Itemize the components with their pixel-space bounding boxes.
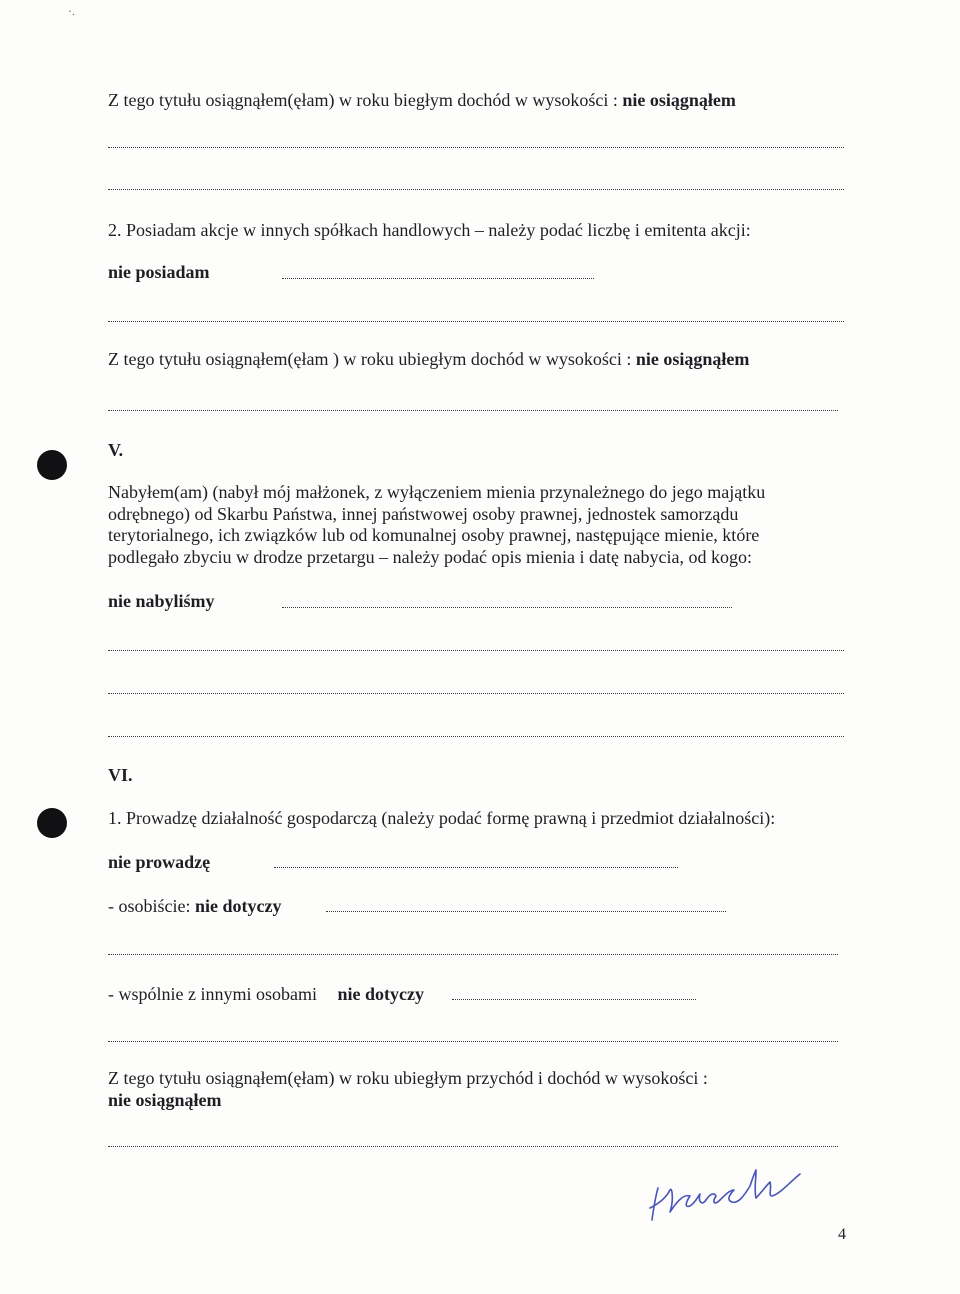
dotted-line	[108, 410, 838, 411]
section-v-answer: nie nabyliśmy	[108, 591, 215, 611]
joint-label: - wspólnie z innymi osobami	[108, 984, 317, 1004]
income-label: Z tego tytułu osiągnąłem(ęłam) w roku ubiegłym przychód i dochód w wysokości :	[108, 1068, 708, 1088]
page-number: 4	[838, 1226, 846, 1243]
dotted-line	[282, 607, 732, 608]
dotted-line	[274, 867, 678, 868]
income-label: Z tego tytułu osiągnąłem(ęłam) w roku biegłym dochód w wysokości :	[108, 90, 618, 110]
income-value: nie osiągnąłem	[108, 1089, 222, 1110]
text-line: odrębnego) od Skarbu Państwa, innej państwowej osoby prawnej, jednostek samorządu	[108, 503, 739, 524]
personal-label: - osobiście:	[108, 896, 191, 916]
item-2-answer: nie posiadam	[108, 262, 210, 282]
item-2-income-line	[108, 349, 749, 370]
dotted-line	[108, 1041, 838, 1042]
dotted-line	[108, 189, 844, 190]
dotted-line	[108, 736, 844, 737]
section-vi-numeral: VI.	[108, 765, 133, 785]
section-iv-income-line	[108, 90, 736, 111]
income-value: nie osiągnąłem	[635, 349, 750, 369]
dotted-line	[282, 278, 594, 279]
punch-hole-top	[37, 450, 67, 480]
personal-value: nie dotyczy	[195, 896, 282, 916]
dotted-line	[108, 147, 844, 148]
dotted-line	[108, 1146, 838, 1147]
item-2-heading: 2. Posiadam akcje w innych spółkach handlowych – należy podać liczbę i emitenta akcji:	[108, 220, 751, 240]
section-v-text	[108, 482, 765, 568]
personal-line	[108, 896, 281, 917]
dotted-line	[452, 999, 696, 1000]
text-line: podlegało zbyciu w drodze przetargu – należy podać opis mienia i datę nabycia, od kogo:	[108, 546, 752, 567]
corner-mark: ·.	[68, 4, 75, 18]
section-vi-answer: nie prowadzę	[108, 852, 211, 872]
income-label: Z tego tytułu osiągnąłem(ęłam ) w roku ubiegłym dochód w wysokości :	[108, 349, 632, 369]
section-v-numeral: V.	[108, 440, 124, 460]
dotted-line	[108, 650, 844, 651]
joint-value: nie dotyczy	[337, 984, 424, 1004]
dotted-line	[326, 911, 726, 912]
income-value: nie osiągnąłem	[622, 90, 736, 110]
dotted-line	[108, 321, 844, 322]
text-line: Nabyłem(am) (nabył mój małżonek, z wyłączeniem mienia przynależnego do jego majątku	[108, 482, 766, 502]
text-line: terytorialnego, ich związków lub od komunalnej osoby prawnej, następujące mienie, które	[108, 525, 760, 545]
section-vi-income	[108, 1068, 708, 1111]
joint-line	[108, 984, 424, 1005]
punch-hole-bottom	[37, 808, 67, 838]
dotted-line	[108, 954, 838, 955]
dotted-line	[108, 693, 844, 694]
section-vi-item-1: 1. Prowadzę działalność gospodarczą (należy podać formę prawną i przedmiot działalności):	[108, 808, 776, 828]
signature	[640, 1160, 820, 1230]
